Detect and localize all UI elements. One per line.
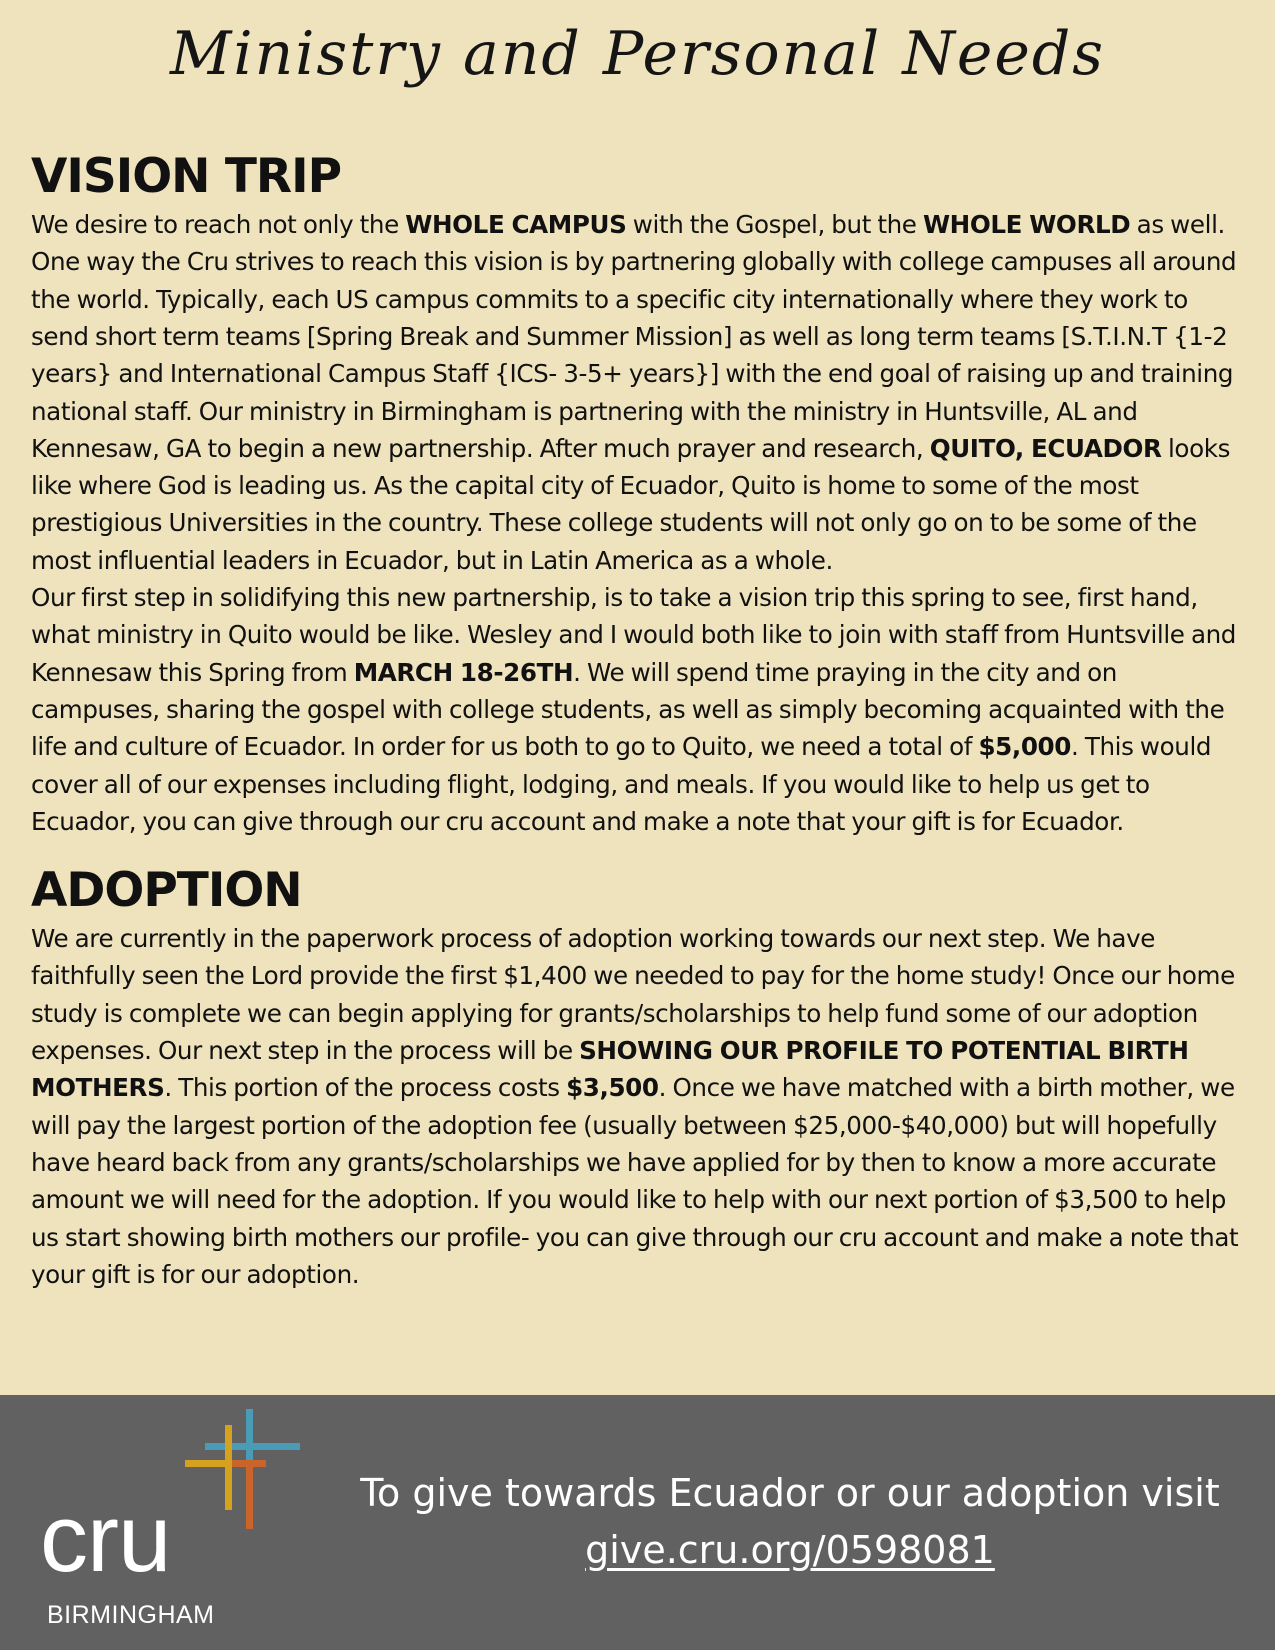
text-span: . We will spend time praying in the city and on campuses, sharing the gospel with college students, as well as simply becoming acquainted with the life and culture of Ecuador. In order for us both to go to Quito, we need a total of [31,657,1225,762]
adoption-heading: ADOPTION [31,863,302,919]
vision-trip-heading: VISION TRIP [31,149,342,204]
give-link[interactable]: give.cru.org/0598081 [585,1528,995,1572]
emphasis-adoption-amount: $3,500 [566,1073,659,1103]
vision-trip-section [31,150,1246,840]
text-span: . This portion of the process costs [164,1073,567,1103]
text-span: . This would cover all of our expenses including flight, lodging, and meals. If you would like to help us get to Ecuador, you can give through our cru account and make a note that your gift is for Ecuador. [31,732,1212,836]
vision-trip-paragraph-1 [31,206,1246,579]
logo-wordmark: cru [40,1485,171,1592]
text-span: Our first step in solidifying this new partnership, is to take a vision trip this spring to see, first hand, what ministry in Quito would be like. Wesley and I would both like to join with staff from Huntsville and Kennesaw this Spring from [31,583,1237,687]
text-span: looks like where God is leading us. As the capital city of Ecuador, Quito is home to some of the most prestigious Universities in the country. These college students will not only go on to be some of the most influential leaders in Ecuador, but in Latin America as a whole. [31,433,1230,575]
adoption-section [31,864,1246,1293]
emphasis-next-step: SHOWING OUR PROFILE TO POTENTIAL BIRTH MOTHERS [31,1036,1189,1103]
logo-city-name: BIRMINGHAM [47,1601,215,1629]
adoption-paragraph [31,920,1246,1293]
main-content [31,150,1246,1293]
cross-icon [185,1409,300,1549]
text-span: with the Gospel, but the [626,210,923,240]
text-span: . Once we have matched with a birth mother, we will pay the largest portion of the adoption fee (usually between $25,000-$40,000) but will hopefully have heard back from any grants/scholarships we have applied for by then to know a more accurate amount we will need for the adoption. If you would like to help with our next portion of $3,500 to help us start showing birth mothers our profile- you can give through our cru account and make a note that your gift is for our adoption. [31,1073,1239,1289]
text-span: We desire to reach not only the [31,210,406,240]
emphasis-trip-amount: $5,000 [978,732,1071,762]
text-span: as well. One way the Cru strives to reach this vision is by partnering globally with college campuses all around the world. Typically, each US campus commits to a specific city internationally where they work to send short term teams [Spring Break and Summer Mission] as well as long term teams [S.T.I.N.T {1-2 years} and International Campus Staff {ICS- 3-5+ years}] with the end goal of raising up and training national staff. Our ministry in Birmingham is partnering with the ministry in Huntsville, AL and Kennesaw, GA to begin a new partnership. After much prayer and research, [31,210,1237,463]
footer-call-to-action [340,1465,1240,1579]
emphasis-trip-dates: MARCH 18-26TH [353,657,574,687]
page-title: Ministry and Personal Needs [169,19,1106,89]
emphasis-whole-campus: WHOLE CAMPUS [405,210,627,240]
emphasis-whole-world: WHOLE WORLD [922,210,1131,240]
text-span: We are currently in the paperwork process of adoption working towards our next step. We have faithfully seen the Lord provide the first $1,400 we needed to pay for the home study! Once our home study is complete we can begin applying for grants/scholarships to help fund some of our adoption expenses. Our next step in the process will be [31,924,1235,1066]
emphasis-quito-ecuador: QUITO, ECUADOR [929,433,1162,463]
cta-text: To give towards Ecuador or our adoption visit [360,1471,1220,1515]
cru-birmingham-logo [40,1409,300,1639]
vision-trip-paragraph-2 [31,579,1246,840]
footer-banner [0,1395,1275,1650]
